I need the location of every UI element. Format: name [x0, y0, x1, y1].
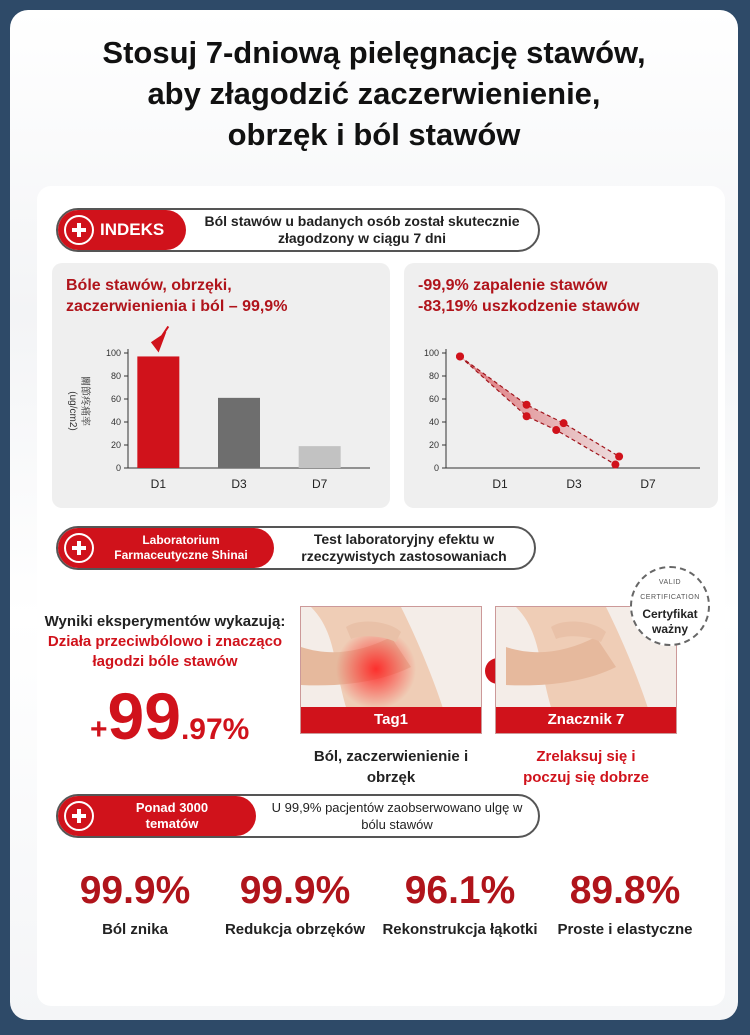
bar: [218, 398, 260, 468]
data-point: [523, 401, 531, 409]
y-tick-label: 80: [428, 371, 439, 381]
bar: [299, 446, 341, 468]
line-chart-title: -99,9% zapalenie stawów -83,19% uszkodzenie stawów: [418, 277, 640, 315]
x-tick-label: D3: [231, 477, 247, 491]
stat-value: 89.8%: [569, 869, 681, 912]
index-badge-description: Ból stawów u badanych osób został skutecznie złagodzony w ciągu 7 dni: [204, 213, 520, 246]
y-tick-label: 100: [423, 348, 439, 358]
bar-chart-title: Bóle stawów, obrzęki, zaczerwienienia i ból – 99,9%: [66, 277, 288, 315]
stat-item: [50, 868, 220, 940]
data-point: [523, 412, 531, 420]
stat-label: Ból znika: [102, 921, 168, 938]
medical-cross-icon: [64, 533, 94, 563]
subjects-badge-description: U 99,9% pacjentów zaobserwowano ulgę w bólu stawów: [271, 800, 523, 832]
line-chart: [404, 263, 718, 508]
y-tick-label: 40: [110, 417, 121, 427]
medical-cross-icon: [64, 215, 94, 245]
y-tick-label: 0: [115, 463, 121, 473]
y-axis-unit: (ug/cm2): [67, 391, 78, 431]
y-tick-label: 80: [110, 371, 121, 381]
x-tick-label: D3: [566, 477, 582, 491]
y-tick-label: 20: [110, 440, 121, 450]
data-point: [611, 461, 619, 469]
stat-value: 99.9%: [239, 869, 351, 912]
y-tick-label: 20: [428, 440, 439, 450]
certificate-stamp: VALID CERTIFICATION Certyfikat ważny: [630, 566, 710, 646]
stat-item: [540, 868, 710, 940]
bar: [137, 356, 179, 468]
lab-badge-description: Test laboratoryjny efektu w rzeczywistych zastosowaniach: [301, 531, 507, 564]
series-line: [460, 356, 619, 456]
y-tick-label: 40: [428, 417, 439, 427]
subjects-badge: [56, 794, 540, 838]
before-caption: Ból, zaczerwienienie i obrzęk: [313, 748, 469, 786]
data-point: [456, 352, 464, 360]
index-badge: [56, 208, 540, 252]
line-chart-panel: [404, 263, 718, 508]
index-badge-label: INDEKS: [58, 210, 186, 250]
stat-label: Proste i elastyczne: [557, 921, 693, 938]
series-area: [460, 356, 619, 464]
stat-label: Rekonstrukcja łąkotki: [382, 921, 538, 938]
y-tick-label: 60: [110, 394, 121, 404]
medical-cross-icon: [64, 801, 94, 831]
stat-value: 96.1%: [404, 869, 516, 912]
x-tick-label: D1: [492, 477, 508, 491]
data-point: [552, 426, 560, 434]
stat-label: Redukcja obrzęków: [224, 921, 366, 938]
y-tick-label: 0: [433, 463, 439, 473]
after-caption: Zrelaksuj się i poczuj się dobrze: [523, 748, 649, 786]
y-tick-label: 60: [428, 394, 439, 404]
bar-chart: [52, 263, 390, 508]
after-label: Znacznik 7: [496, 707, 676, 733]
subjects-badge-label: Ponad 3000 tematów: [58, 796, 256, 836]
stat-item: [375, 868, 545, 940]
stat-item: [210, 868, 380, 940]
bar-chart-panel: [52, 263, 390, 508]
lab-badge-label: Laboratorium Farmaceutyczne Shinai: [58, 528, 274, 568]
infographic-card: [10, 10, 738, 1020]
x-tick-label: D7: [640, 477, 656, 491]
title-line-1: Stosuj 7-dniową pielęgnację stawów,: [102, 35, 646, 70]
lab-badge: [56, 526, 536, 570]
x-tick-label: D7: [311, 477, 328, 491]
before-photo: [300, 606, 482, 734]
before-label: Tag1: [301, 707, 481, 733]
results-percentage: +99.97%: [90, 679, 250, 753]
data-point: [615, 453, 623, 461]
y-axis-label: 關節疼痛率: [79, 376, 90, 426]
page-title: [10, 32, 738, 155]
y-tick-label: 100: [105, 348, 121, 358]
results-text: Wyniki eksperymentów wykazują: Działa przeciwbólowo i znacząco łagodzi bóle stawów: [44, 613, 286, 670]
title-line-2: aby złagodzić zaczerwienienie,: [147, 76, 601, 111]
pointer-arrow-icon: [152, 326, 168, 350]
data-point: [560, 419, 568, 427]
x-tick-label: D1: [150, 477, 167, 491]
title-line-3: obrzęk i ból stawów: [227, 117, 521, 152]
stat-value: 99.9%: [79, 869, 191, 912]
